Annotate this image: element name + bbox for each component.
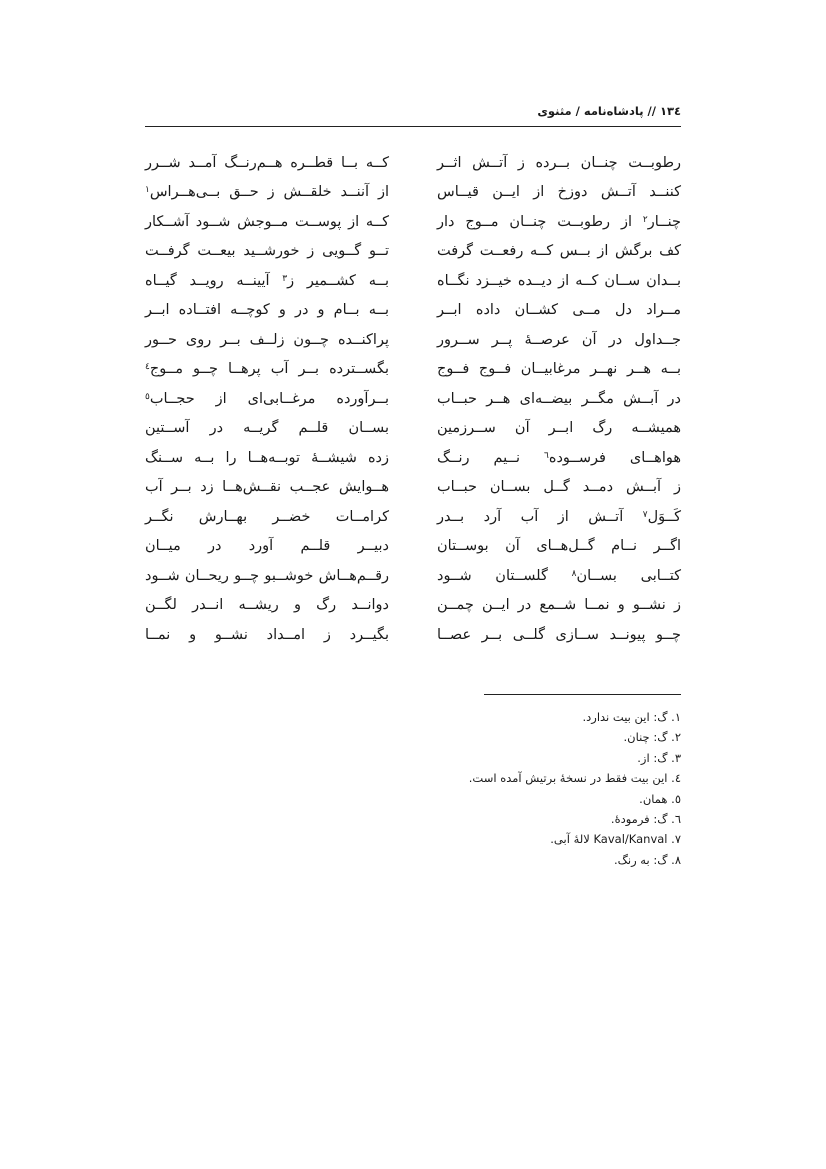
verse-row xyxy=(145,237,681,267)
verse-row xyxy=(145,473,681,503)
verse-row xyxy=(145,148,681,178)
hemistich-first: همیشــه رگ ابــر آن ســرزمین xyxy=(437,420,681,437)
verse-row xyxy=(145,414,681,444)
hemistich-second: کرامــات خضــر بهــارش نگــر xyxy=(145,508,389,525)
hemistich-first: کتــابی بســان$^٨$ گلســتان شــود xyxy=(437,567,681,584)
hemistich-second: پراکنــده چــون زلــف بــر روی حــور xyxy=(145,331,389,348)
footnote-item: ٢. گ: چنان. xyxy=(623,730,681,745)
hemistich-first: ز نشــو و نمــا شــمع در ایــن چمــن xyxy=(437,597,681,614)
hemistich-first: هواهــای فرســوده$^٦$ نــیم رنــگ xyxy=(437,449,681,466)
footnote-marker: ١ xyxy=(145,185,150,196)
hemistich-first: کَــوَل$^٧$ آتــش از آب آرد بــدر xyxy=(437,508,681,525)
footnote-marker: ٧ xyxy=(642,509,648,520)
hemistich-second: بســان قلــم گریــه در آســتین xyxy=(145,420,389,437)
hemistich-first: چنــار$^٢$ از رطوبــت چنــان مــوج دار xyxy=(437,213,681,230)
header-rule xyxy=(145,126,681,127)
hemistich-second: کــه از پوســت مــوجش شــود آشــکار xyxy=(145,213,389,230)
hemistich-first: ز آبــش دمــد گــل بســان حبــاب xyxy=(437,479,681,496)
hemistich-first: مــراد دل مــی کشــان داده ابــر xyxy=(437,302,681,319)
verse-row xyxy=(145,355,681,385)
hemistich-second: از آننــد خلقــش ز حــق بــی‌هــراس$^١$ xyxy=(145,184,389,201)
verse-row xyxy=(145,384,681,414)
hemistich-second: هــوایش عجــب نقــش‌هــا زد بــر آب xyxy=(145,479,389,496)
verse-row xyxy=(145,266,681,296)
footnote-marker: ٢ xyxy=(642,214,648,225)
footnotes xyxy=(300,707,681,870)
footnote-marker: ٣ xyxy=(282,273,288,284)
verse-row xyxy=(145,443,681,473)
hemistich-second: بگســترده بــر آب پرهــا چــو مــوج$^٤$ xyxy=(145,361,389,378)
footnote-marker: ٨ xyxy=(571,568,577,579)
hemistich-second: بــه بــام و در و کوچــه افتــاده ابــر xyxy=(145,302,389,319)
hemistich-second: دبیــر قلــم آورد در میــان xyxy=(145,538,389,555)
hemistich-first: جــداول در آن عرصــهٔ پــر ســرور xyxy=(437,331,681,348)
verse-row xyxy=(145,207,681,237)
footnote-item: ١. گ: این بیت ندارد. xyxy=(582,710,681,724)
footnote-marker: ٦ xyxy=(544,450,549,461)
footnote-rule xyxy=(484,694,681,695)
hemistich-first: چــو پیونــد ســازی گلــی بــر عصــا xyxy=(437,626,681,643)
footnote-item: ٦. گ: فرمودهٔ. xyxy=(610,811,681,826)
hemistich-second: تــو گــویی ز خورشــید بیعــت گرفــت xyxy=(145,243,389,260)
hemistich-first: در آبــش مگــر بیضــه‌ای هــر حبــاب xyxy=(437,390,681,407)
footnote-marker: ٥ xyxy=(145,391,150,402)
verse-row xyxy=(145,178,681,208)
hemistich-first: بــه هــر نهــر مرغابیــان فــوج فــوج xyxy=(437,361,681,378)
verse-row xyxy=(145,325,681,355)
verse-row xyxy=(145,591,681,621)
verse-row xyxy=(145,561,681,591)
verse-row xyxy=(145,532,681,562)
hemistich-second: بگیــرد ز امــداد نشــو و نمــا xyxy=(145,626,389,643)
footnote-marker: ٤ xyxy=(145,362,150,373)
hemistich-first: بــدان ســان کــه از دیــده خیــزد نگــاه xyxy=(437,272,681,289)
hemistich-first: کف برگش از بــس کــه رفعــت گرفت xyxy=(437,243,681,260)
hemistich-first: کننــد آتــش دوزخ از ایــن قیــاس xyxy=(437,184,681,201)
hemistich-second: دوانــد رگ و ریشــه انــدر لگــن xyxy=(145,597,389,614)
footnote-item: ٣. گ: از. xyxy=(637,750,681,765)
hemistich-second: بــرآورده مرغــابی‌ای از حجــاب$^٥$ xyxy=(145,390,389,407)
hemistich-second: رقــم‌هــاش خوشــبو چــو ریحــان شــود xyxy=(145,567,389,584)
footnote-item: ٥. همان. xyxy=(639,791,681,806)
hemistich-second: زده شیشــهٔ توبــه‌هــا را بــه ســنگ xyxy=(145,449,389,466)
hemistich-second: کــه بــا قطــره هــم‌رنــگ آمــد شــرر xyxy=(145,154,389,171)
page-header: ١٣٤ // پادشاه‌نامه / مثنوی xyxy=(537,104,681,118)
footnote-item: ٤. این بیت فقط در نسخهٔ برتیش آمده است. xyxy=(468,771,681,786)
verse-row xyxy=(145,296,681,326)
hemistich-first: اگــر نــام گــل‌هــای آن بوســتان xyxy=(437,538,681,555)
verse-row xyxy=(145,502,681,532)
verse-row xyxy=(145,620,681,650)
hemistich-second: بــه کشــمیر ز$^٣$ آیینــه رویــد گیــاه xyxy=(145,272,389,289)
footnote-item: ٨. گ: به رنگ. xyxy=(613,852,681,867)
poem-body xyxy=(145,148,681,650)
footnote-item: ٧. Kaval/Kanval لالهٔ آبی. xyxy=(550,832,681,847)
hemistich-first: رطوبــت چنــان بــرده ز آتــش اثــر xyxy=(437,154,681,171)
